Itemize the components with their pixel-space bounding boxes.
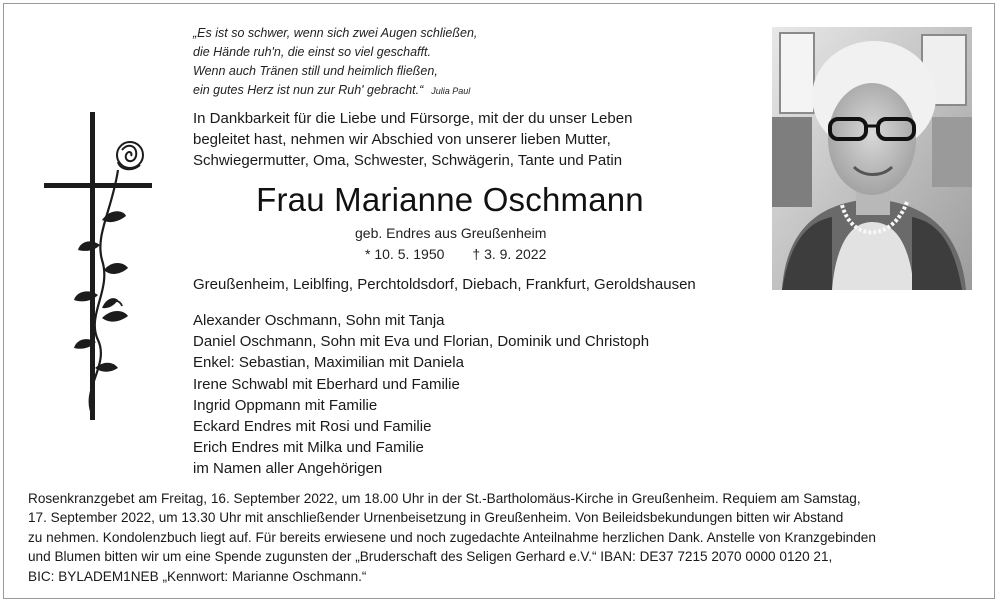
deceased-name — [0, 181, 900, 219]
notice-line: Rosenkranzgebet am Freitag, 16. September 2022, um 18.00 Uhr in der St.-Bartholomäus-Kirche in Greußenheim. Requiem am Samstag, — [28, 491, 861, 506]
intro-line: Schwiegermutter, Oma, Schwester, Schwägerin, Tante und Patin — [193, 152, 623, 169]
deceased-name-text: Frau Marianne Oschmann — [256, 181, 644, 218]
cross-with-rose-icon — [40, 110, 160, 430]
service-notice — [28, 489, 978, 586]
notice-line: 17. September 2022, um 13.30 Uhr mit anschließender Urnenbeisetzung in Greußenheim. Von Beileidsbekundungen bitten wir Abstand — [28, 510, 844, 526]
poem — [193, 24, 573, 101]
born-name: geb. Endres aus Greußenheim — [355, 225, 547, 241]
mourner: Daniel Oschmann, Sohn mit Eva und Florian, Dominik und Christoph — [193, 333, 650, 351]
intro-text — [193, 108, 753, 171]
places: Greußenheim, Leiblfing, Perchtoldsdorf, Diebach, Frankfurt, Geroldshausen — [193, 276, 696, 293]
poem-line: die Hände ruh'n, die einst so viel geschafft. — [193, 45, 431, 59]
mourner: Eckard Endres mit Rosi und Familie — [193, 418, 432, 436]
mourner: Alexander Oschmann, Sohn mit Tanja — [193, 312, 445, 329]
mourner: im Namen aller Angehörigen — [193, 460, 383, 478]
portrait-photo — [772, 27, 972, 290]
life-dates — [365, 246, 546, 262]
mourners-list — [193, 310, 649, 480]
poem-line: Wenn auch Tränen still und heimlich fließen, — [193, 64, 438, 78]
poem-line-last — [193, 81, 573, 101]
mourner: Irene Schwabl mit Eberhard und Familie — [193, 375, 460, 393]
intro-line: begleitet hast, nehmen wir Abschied von unserer lieben Mutter, — [193, 131, 611, 148]
poem-author: Julia Paul — [431, 86, 471, 96]
notice-line: BIC: BYLADEM1NEB „Kennwort: Marianne Oschmann.“ — [28, 568, 367, 584]
notice-line: zu nehmen. Kondolenzbuch liegt auf. Für bereits erwiesene und noch zugedachte Anteilnahme herzlichen Dank. Anstelle von Kranzgebinden — [28, 529, 876, 545]
death-date: † 3. 9. 2022 — [472, 246, 547, 262]
poem-line: „Es ist so schwer, wenn sich zwei Augen schließen, — [193, 26, 478, 40]
intro-line: In Dankbarkeit für die Liebe und Fürsorge, mit der du unser Leben — [193, 110, 633, 127]
mourner: Enkel: Sebastian, Maximilian mit Daniela — [193, 354, 464, 372]
notice-line: und Blumen bitten wir um eine Spende zugunsten der „Bruderschaft des Seligen Gerhard e.V.“ IBAN: DE37 7215 2070 0000 0120 21, — [28, 549, 833, 565]
poem-line-text: ein gutes Herz ist nun zur Ruh' gebracht.“ — [193, 83, 424, 97]
birth-date: * 10. 5. 1950 — [365, 246, 445, 262]
mourner: Ingrid Oppmann mit Familie — [193, 396, 378, 414]
mourner: Erich Endres mit Milka und Familie — [193, 439, 424, 457]
